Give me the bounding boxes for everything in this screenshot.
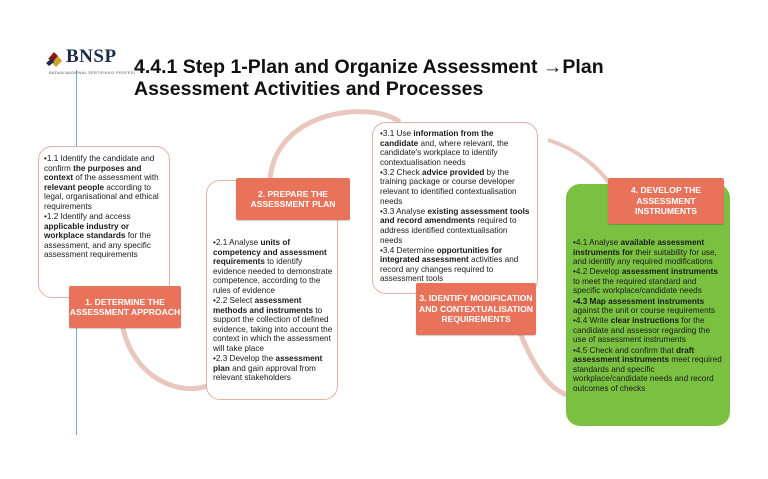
step-3-text	[380, 129, 532, 285]
step-1-label: 1. DETERMINE THE ASSESSMENT APPROACH	[69, 286, 181, 328]
step-1-text	[44, 154, 168, 261]
bnsp-logo-icon	[46, 49, 68, 69]
step-4-item-3: •4.3 Map assessment instruments against the unit or course requirements	[573, 296, 715, 316]
step-3-item-1: •3.1 Use information from the candidate and, where relevant, the candidate's workplace to identify contextualisation needs	[380, 129, 509, 167]
step-3-item-4: •3.4 Determine opportunities for integrated assessment activities and record any changes required to assessment tools	[380, 245, 519, 284]
step-2-item-3: •2.3 Develop the assessment plan and gain approval from relevant stakeholders	[213, 354, 323, 383]
step-3-item-3: •3.3 Analyse existing assessment tools and record amendments required to address identified contextualisation needs	[380, 206, 530, 245]
step-4-label: 4. DEVELOP THE ASSESSMENT INSTRUMENTS	[608, 178, 724, 224]
step-4-item-4: •4.4 Write clear instructions for the candidate and assessor regarding the use of assessment instruments	[573, 316, 711, 345]
step-2-text	[213, 238, 335, 383]
step-2-item-2: •2.2 Select assessment methods and instruments to support the collection of defined evidence, taking into account the context in which the assessment will take place	[213, 296, 333, 354]
step-3-label: 3. IDENTIFY MODIFICATION AND CONTEXTUALISATION REQUIREMENTS	[416, 283, 536, 335]
step-1-item-1: •1.1 Identify the candidate and confirm the purposes and context of the assessment with relevant people according to legal, organisational and ethical requirements	[44, 154, 159, 211]
step-4-item-5: •4.5 Check and confirm that draft assessment instruments meet required standards and specific workplace/candidate needs and record outcomes of checks	[573, 345, 722, 393]
logo-subtitle: BADAN NASIONAL SERTIFIKASI PROFESI	[49, 70, 135, 75]
step-3-item-2: •3.2 Check advice provided by the training package or course developer relevant to identified contextualisation needs	[380, 167, 517, 206]
page-title: 4.4.1 Step 1-Plan and Organize Assessment →Plan Assessment Activities and Processes	[134, 56, 604, 100]
step-4-text	[573, 238, 725, 394]
step-2-label: 2. PREPARE THE ASSESSMENT PLAN	[236, 178, 350, 220]
bnsp-logo	[46, 46, 135, 80]
step-1-item-2: •1.2 Identify and access applicable industry or workplace standards for the assessment, and any specific assessment requirements	[44, 212, 151, 260]
logo-name: BNSP	[66, 46, 117, 67]
step-4-item-2: •4.2 Develop assessment instruments to meet the required standard and specific workplace/candidate needs	[573, 267, 718, 296]
step-4-item-1: •4.1 Analyse available assessment instruments for their suitability for use, and identify any required modifications	[573, 238, 717, 267]
step-2-item-1: •2.1 Analyse units of competency and assessment requirements to identify evidence needed to demonstrate competence, according to the rules of evidence	[213, 238, 333, 295]
